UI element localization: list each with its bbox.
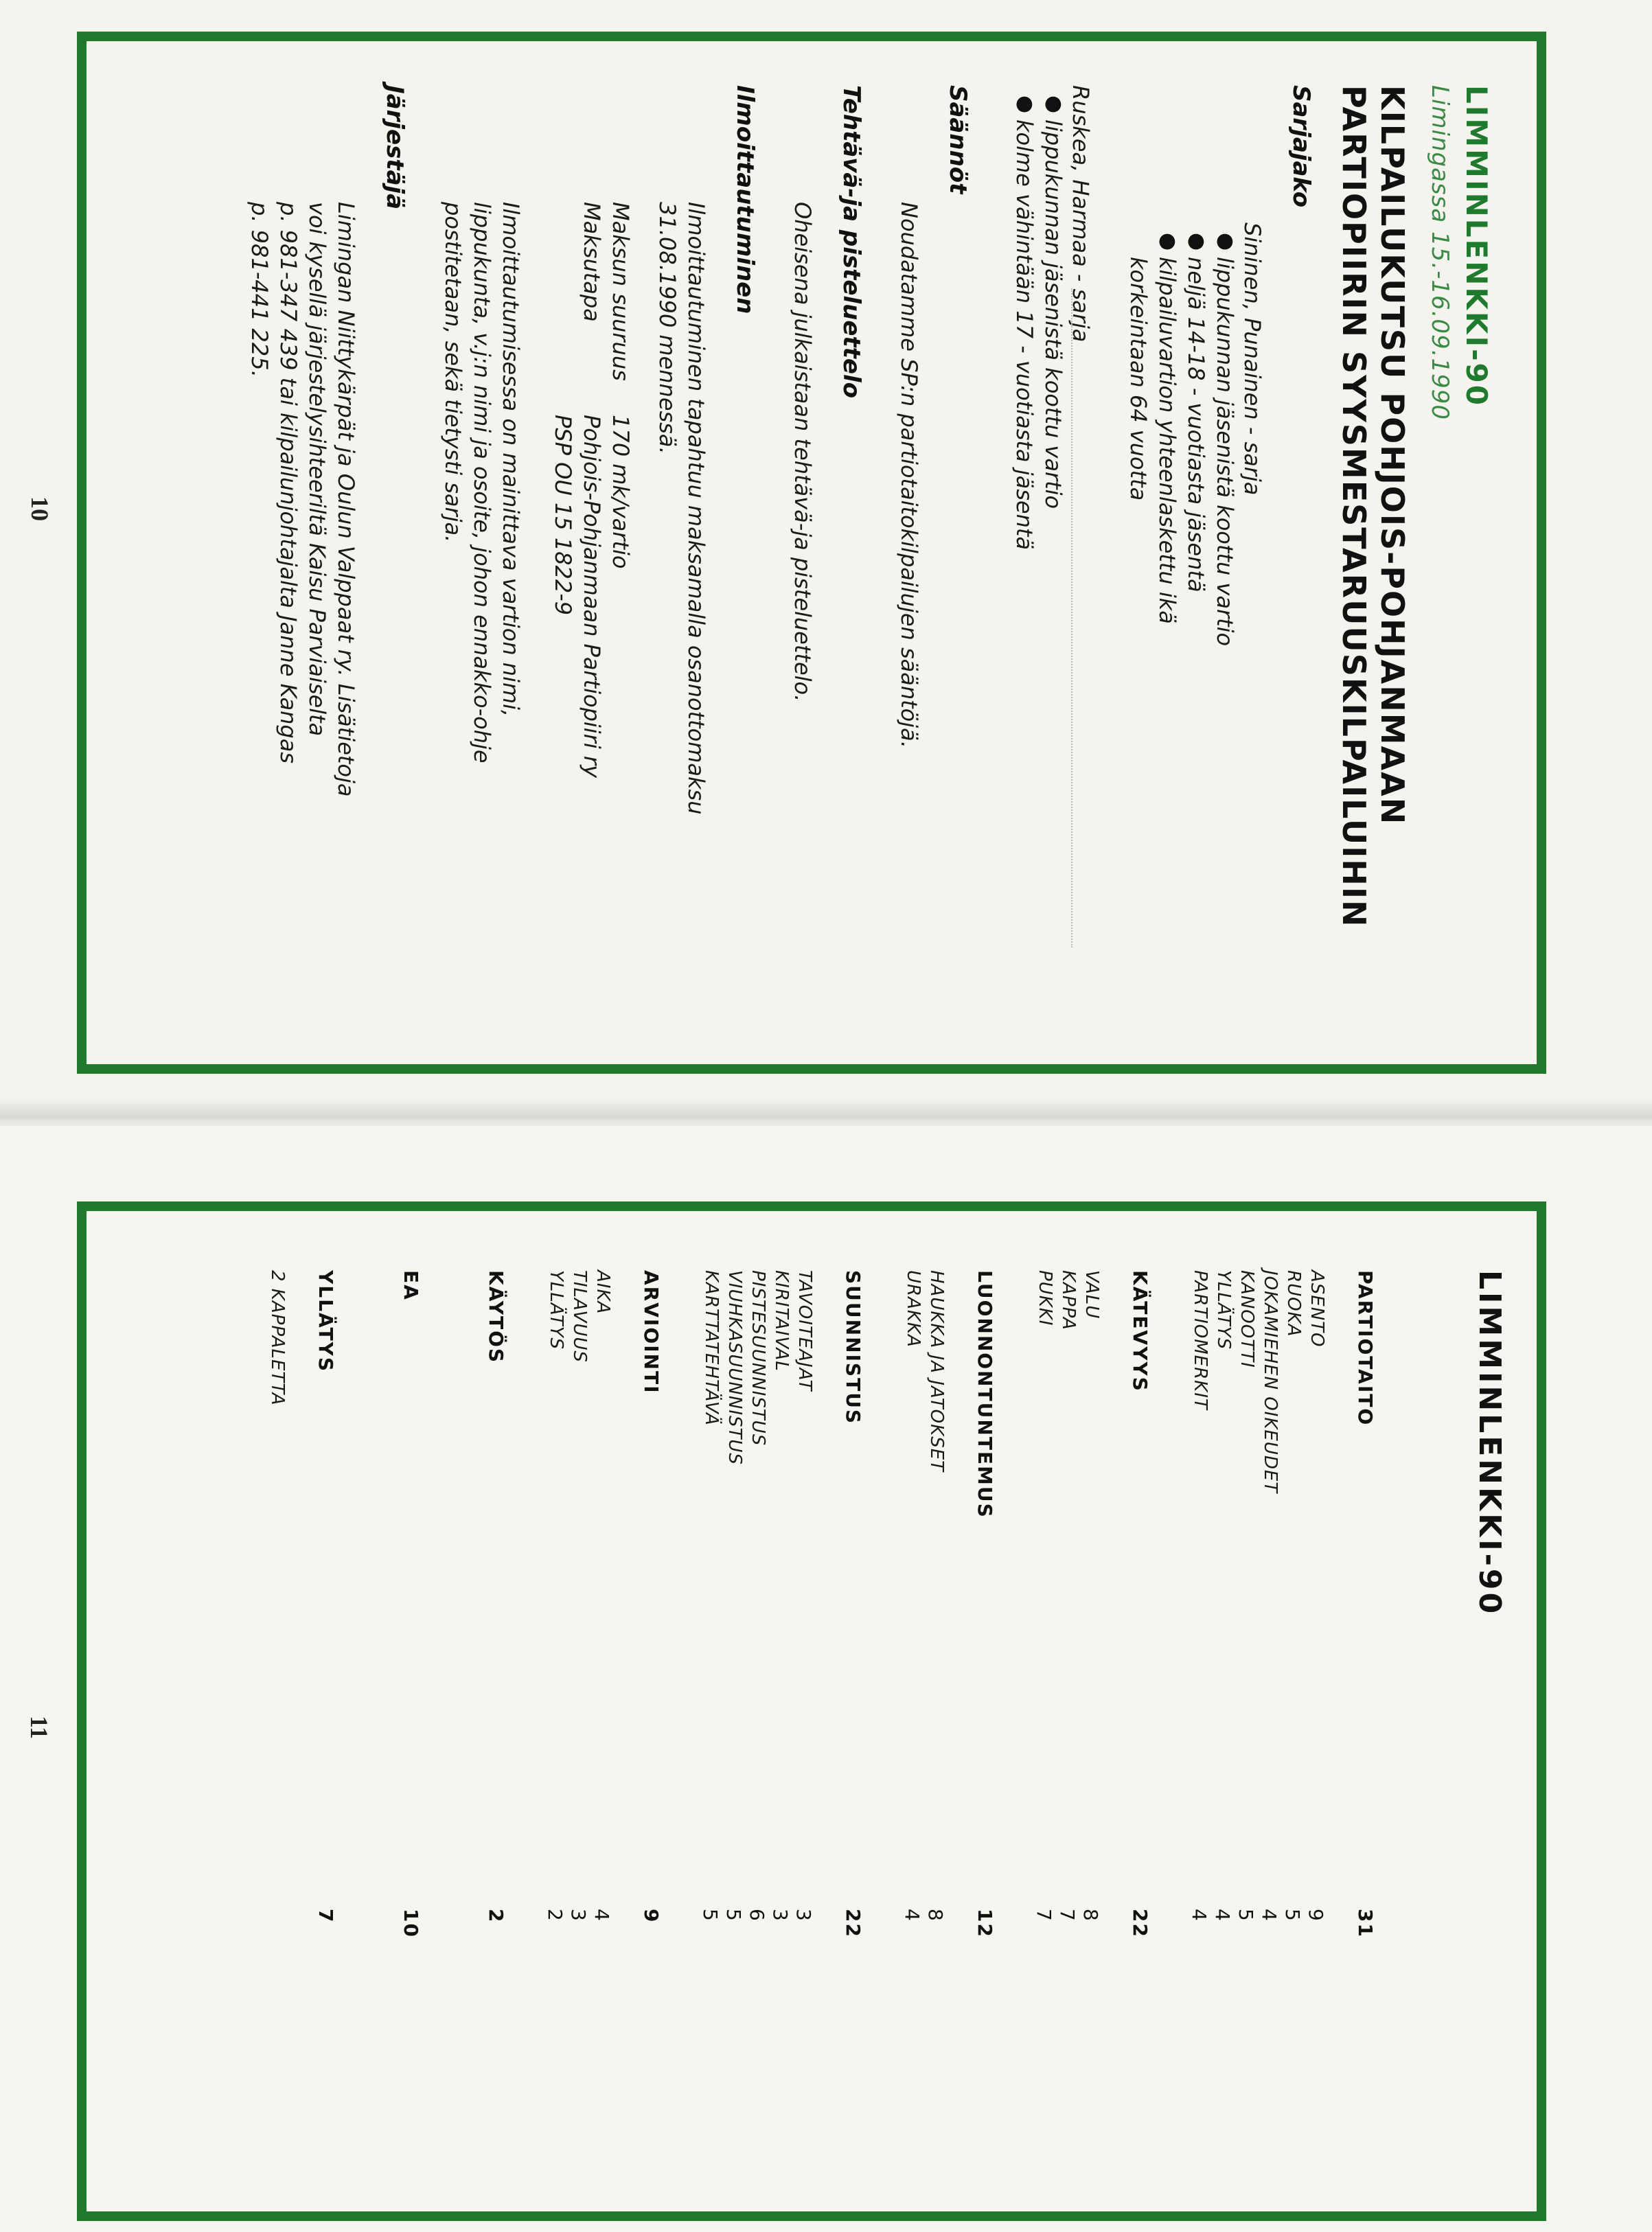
left-page-title: LIMMINLENKKI-90 (1460, 85, 1493, 407)
category-label: ARVIOINTI (640, 1270, 663, 1394)
bullet-icon: ● (1185, 233, 1209, 251)
category-total: 10 (400, 1909, 422, 1938)
item-points: 6 (746, 1909, 768, 1922)
ilm-text-1: Ilmoittautuminen tapahtuu maksamalla osanottomaksu (683, 202, 709, 815)
item-points: 2 (544, 1909, 566, 1922)
item-label: PISTESUUNNISTUS (748, 1270, 768, 1447)
ilm-text-2: 31.08.1990 mennessä. (654, 202, 680, 455)
jarj-text-3: p. 981-347 439 tai kilpailunjohtajalta Janne Kangas (275, 202, 301, 763)
jarjestaja-label: Järjestäjä (381, 85, 409, 210)
heading-line-2: PARTIOPIIRIN SYYSMESTARUUSKILPAILUIHIN (1335, 85, 1373, 928)
category-total: 22 (1129, 1909, 1151, 1938)
item-points: 4 (590, 1909, 613, 1922)
item-label: YLLÄTYS (546, 1270, 566, 1350)
right-page-content (93, 1215, 1535, 2211)
maksutapa-label: Maksutapa (579, 202, 605, 322)
item-label: VALU (1081, 1270, 1102, 1320)
sarja2-bullet-1: lippukunnan jäsenistä koottu vartio (1040, 119, 1066, 509)
dotted-rule (1071, 288, 1074, 947)
category-label: KÄYTÖS (485, 1270, 507, 1364)
category-total: 22 (842, 1909, 864, 1938)
sarja1-bullet-1: lippukunnan jäsenistä koottu vartio (1212, 257, 1238, 647)
category-total: 12 (974, 1909, 996, 1938)
item-points: 7 (1033, 1909, 1055, 1922)
category-total: 9 (640, 1909, 663, 1924)
category-label: EA (400, 1270, 422, 1301)
item-points: 5 (1281, 1909, 1304, 1922)
heading-line-1: KILPAILUKUTSU POHJOIS-POHJANMAAN (1374, 85, 1411, 826)
sarja1-title: Sininen, Punainen - sarja (1239, 222, 1265, 496)
maksun-suuruus-value: 170 mk/vartio (608, 415, 634, 569)
item-label: YLLÄTYS (1213, 1270, 1234, 1350)
item-label: ASENTO (1307, 1270, 1327, 1348)
item-points: 3 (792, 1909, 815, 1922)
category-label: KÄTEVYYS (1129, 1270, 1151, 1392)
item-label: KAPPA (1058, 1270, 1079, 1331)
item-label: VIUHKASUUNNISTUS (724, 1270, 745, 1465)
item-points: 9 (1305, 1909, 1327, 1922)
item-points: 4 (1188, 1909, 1211, 1922)
jarj-text-1: Limingan Niittykärpät ja Oulun Valppaat ry. Lisätietoja (333, 202, 359, 797)
item-points: 8 (924, 1909, 947, 1922)
sarja2-bullet-2: kolme vähintään 17 - vuotiasta jäsentä (1011, 119, 1037, 550)
saannot-text: Noudatamme SP:n partiotaitokilpailujen sääntöjä. (896, 202, 922, 748)
maksutapa-value-1: Pohjois-Pohjanmaan Partiopiiri ry (579, 415, 605, 778)
item-label: KARTTATEHTÄVÄ (701, 1270, 722, 1426)
item-label: JOKAMIEHEN OIKEUDET (1260, 1270, 1281, 1494)
sarjajako-label: Sarjajako (1287, 85, 1315, 208)
item-label: KANOOTTI (1237, 1270, 1257, 1368)
item-points: 7 (1056, 1909, 1079, 1922)
item-label: HAUKKA JA JATOKSET (926, 1270, 947, 1473)
left-page-content (93, 44, 1535, 1060)
tehtava-text: Oheisena julkaistaan tehtävä-ja pisteluettelo. (790, 202, 816, 702)
category-label: PARTIOTAITO (1354, 1270, 1377, 1427)
item-points: 4 (1211, 1909, 1234, 1922)
ilm-text-5: postitetaan, sekä tietysti sarja. (440, 202, 466, 543)
right-page-title: LIMMINLENKKI-90 (1472, 1270, 1507, 1617)
item-label: TILAVUUS (569, 1270, 590, 1363)
category-total: 2 (485, 1909, 507, 1924)
maksutapa-value-2: PSP OU 15 1822-9 (550, 415, 576, 616)
item-label: 2 KAPPALETTA (267, 1270, 288, 1406)
ilm-text-4: lippukunta, v.j:n nimi ja osoite, johon ennakko-ohje (469, 202, 495, 763)
category-label: SUUNNISTUS (842, 1270, 864, 1425)
sarja2-title: Ruskea, Harmaa - sarja (1068, 85, 1094, 343)
category-total: 31 (1354, 1909, 1377, 1938)
item-points: 5 (699, 1909, 722, 1922)
item-label: KIRITAIVAL (771, 1270, 792, 1372)
left-page-number: 10 (26, 496, 54, 521)
item-points: 8 (1079, 1909, 1102, 1922)
item-points: 5 (1235, 1909, 1257, 1922)
category-total: 7 (314, 1909, 337, 1924)
jarj-text-4: p. 981-441 225. (246, 202, 273, 378)
item-points: 4 (901, 1909, 923, 1922)
item-label: TAVOITEAJAT (794, 1270, 815, 1392)
item-points: 3 (567, 1909, 590, 1922)
jarj-text-2: voi kysellä järjestelysihteeriltä Kaisu Parviaiselta (304, 202, 330, 737)
category-label: YLLÄTYS (314, 1270, 337, 1372)
right-page-number: 11 (25, 1715, 54, 1740)
maksun-suuruus-label: Maksun suuruus (608, 202, 634, 381)
item-label: RUOKA (1283, 1270, 1304, 1337)
saannot-label: Säännöt (944, 85, 972, 194)
sarja1-bullet-3a: kilpailuvartion yhteenlaskettu ikä (1154, 257, 1180, 624)
bullet-icon: ● (1214, 233, 1238, 251)
category-label: LUONNONTUNTEMUS (974, 1270, 996, 1519)
item-points: 3 (769, 1909, 792, 1922)
item-label: PUKKI (1035, 1270, 1055, 1326)
item-label: URAKKA (903, 1270, 923, 1348)
left-page-subtitle: Limingassa 15.-16.09.1990 (1426, 85, 1454, 421)
item-label: PARTIOMERKIT (1190, 1270, 1211, 1410)
sarja1-bullet-2: neljä 14-18 - vuotiasta jäsentä (1183, 257, 1209, 592)
ilm-text-3: Ilmoittautumisessa on mainittava vartion nimi, (498, 202, 524, 717)
ilmoittautuminen-label: Ilmoittautuminen (731, 85, 759, 314)
bullet-icon: ● (1013, 95, 1037, 114)
bullet-icon: ● (1042, 95, 1066, 114)
bullet-icon: ● (1156, 233, 1180, 251)
tehtava-label: Tehtävä-ja pisteluettelo (838, 85, 865, 398)
item-label: AIKA (593, 1270, 613, 1315)
item-points: 4 (1258, 1909, 1281, 1922)
sarja1-bullet-3b: korkeintaan 64 vuotta (1125, 257, 1151, 501)
item-points: 5 (722, 1909, 745, 1922)
